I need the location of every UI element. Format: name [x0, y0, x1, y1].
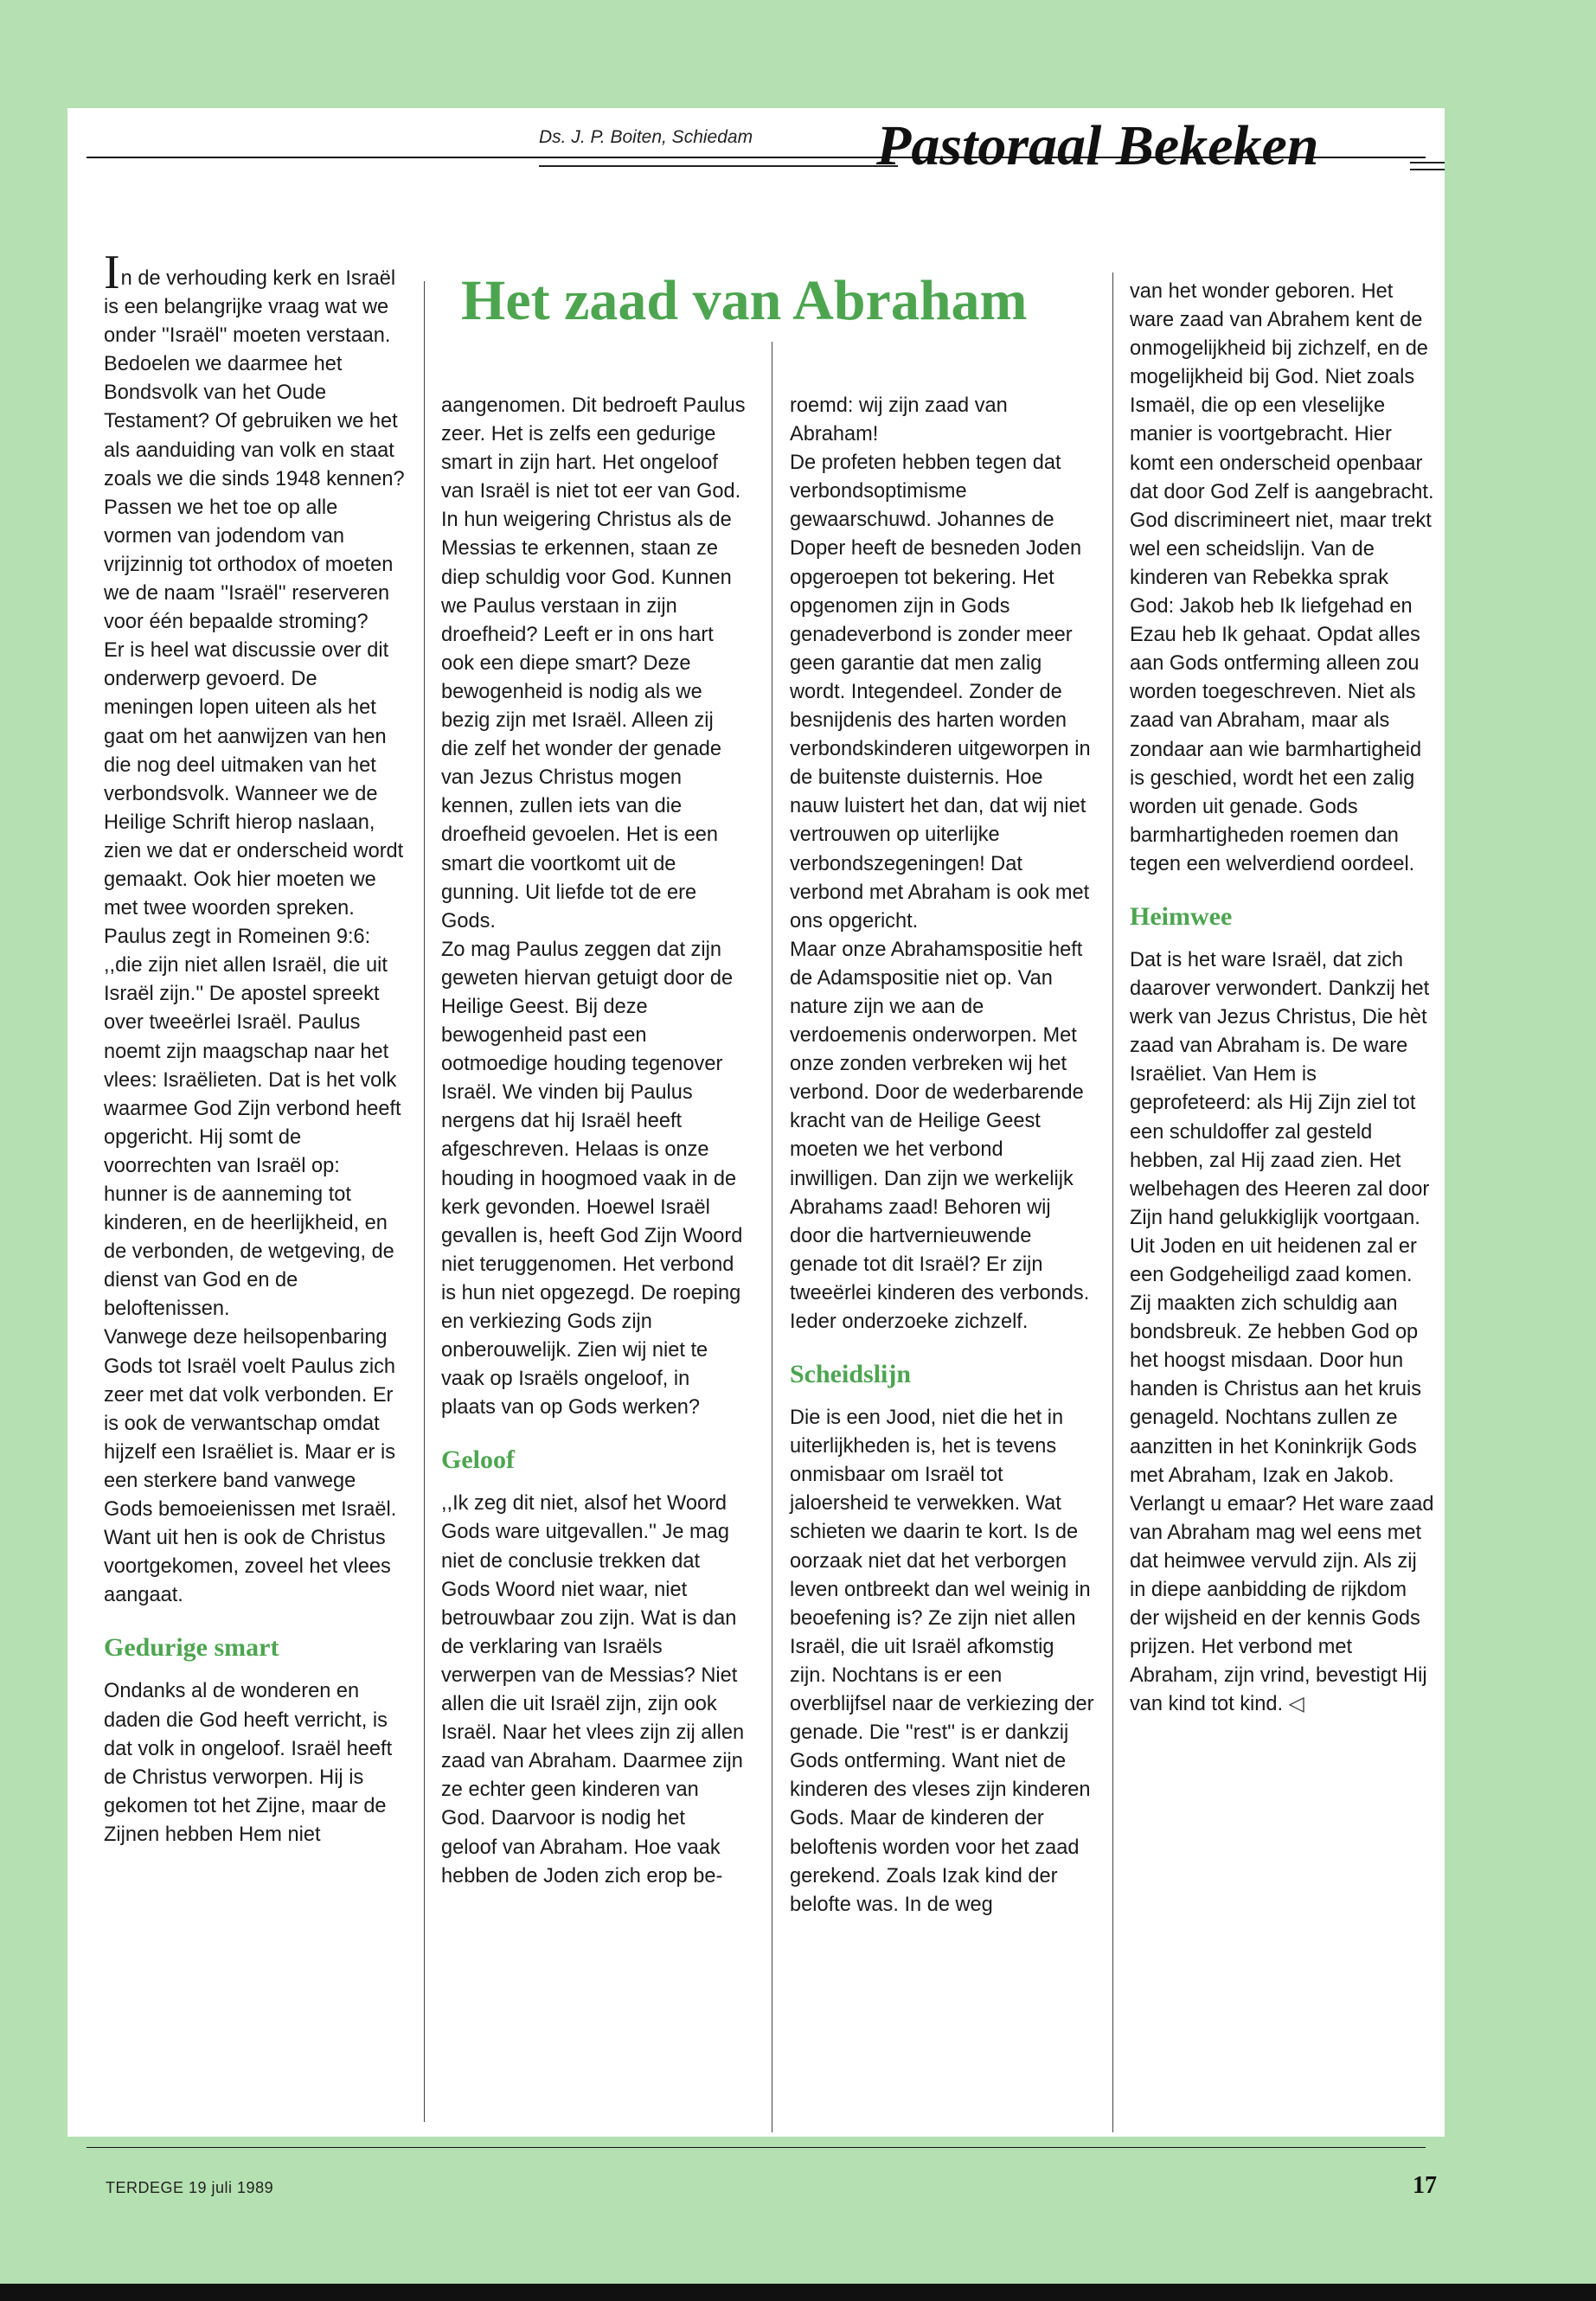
text-column-4	[1130, 278, 1434, 1720]
subheading-geloof: Geloof	[441, 1445, 515, 1475]
footer-rule	[87, 2147, 1426, 2148]
text-column-2	[441, 392, 746, 1891]
paragraph: Die is een Jood, niet die het in uiterlijkheden is, het is tevens onmisbaar om Israël tot jaloersheid te verwekken. Wat schieten we daarin te kort. Is de oorzaak niet dat het verborgen leven ontbreekt dan wel weinig in beoefening is? Ze zijn niet allen Israël, die uit Israël afkomstig zijn. Nochtans is er een overblijfsel naar de verkiezing der genade. Die ''rest'' is er dankzij Gods ontferming. Want niet de kinderen des vleses zijn kinderen Gods. Maar de kinderen der beloftenis worden voor het zaad gerekend. Zoals Izak kind der belofte was. In de weg	[790, 1407, 1094, 1916]
subheading-scheidslijn: Scheidslijn	[790, 1360, 912, 1389]
subheading-gedurige-smart: Gedurige smart	[104, 1633, 279, 1663]
article-title: Het zaad van Abraham	[461, 269, 1028, 332]
header-rule-ornament	[1410, 162, 1445, 176]
column-divider	[1112, 272, 1113, 2132]
paragraph	[104, 246, 408, 637]
section-title: Pastoraal Bekeken	[876, 114, 1319, 177]
scan-edge	[0, 2284, 1596, 2301]
paragraph: De profeten hebben tegen dat verbondsoptimisme gewaarschuwd. Johannes de Doper heeft de besneden Joden opgeroepen tot bekering. Het opgenomen zijn in Gods genadeverbond is zonder meer geen garantie dat men zalig wordt. Integendeel. Zonder de besnijdenis des harten worden verbondskinderen uitgeworpen in de buitenste duisternis. Hoe nauw luistert het dan, dat wij niet vertrouwen op uiterlijke verbondszegeningen! Dat verbond met Abraham is ook met ons opgericht.	[790, 452, 1091, 933]
text-column-1	[104, 246, 408, 1849]
author-byline: Ds. J. P. Boiten, Schiedam	[539, 127, 753, 147]
paragraph: Ondanks al de wonderen en daden die God heeft verricht, is dat volk in ongeloof. Israël heeft de Christus verworpen. Hij is gekomen tot het Zijne, maar de Zijnen hebben Hem niet	[104, 1680, 393, 1846]
paragraph: ,,Ik zeg dit niet, alsof het Woord Gods ware uitgevallen.'' Je mag niet de conclusie trekken dat Gods Woord niet waar, niet betrouwbaar zou zijn. Wat is dan de verklaring van Israëls verwerpen van de Messias? Niet allen die uit Israël zijn, zijn ook Israël. Naar het vlees zijn zij allen zaad van Abraham. Daarmee zijn ze echter geen kinderen van God. Daarvoor is nodig het geloof van Abraham. Hoe vaak hebben de Joden zich erop be-	[441, 1492, 745, 1888]
paragraph	[1130, 946, 1434, 1720]
end-mark-icon: ◁	[1288, 1693, 1304, 1716]
paragraph: Zo mag Paulus zeggen dat zijn geweten hiervan getuigt door de Heilige Geest. Bij deze bewogenheid past een ootmoedige houding tegenover Israël. We vinden bij Paulus nergens dat hij Israël heeft afgeschreven. Helaas is onze houding in hoogmoed vaak in de kerk gevonden. Hoewel Israël gevallen is, heeft God Zijn Woord niet teruggenomen. Het verbond is hun niet opgezegd. De roeping en verkiezing Gods zijn onberouwelijk. Zien wij niet te vaak op Israëls ongeloof, in plaats van op Gods werken?	[441, 938, 743, 1420]
paragraph: Vanwege deze heilsopenbaring Gods tot Israël voelt Paulus zich zeer met dat volk verbonden. Er is ook de verwantschap omdat hijzelf een Israëliet is. Maar er is een sterkere band vanwege Gods bemoeienissen met Israël. Want uit hen is ook de Christus voortgekomen, zoveel het vlees aangaat.	[104, 1326, 397, 1607]
magazine-page	[67, 108, 1445, 2199]
paragraph: aangenomen. Dit bedroeft Paulus zeer. Het is zelfs een gedurige smart in zijn hart. Het ongeloof van Israël is niet tot eer van God. In hun weigering Christus als de Messias te erkennen, staan ze diep schuldig voor God. Kunnen we Paulus verstaan in zijn droefheid? Leeft er in ons hart ook een diepe smart? Deze bewogenheid is nodig als we bezig zijn met Israël. Alleen zij die zelf het wonder der genade van Jezus Christus mogen kennen, zullen iets van die droefheid gevoelen. Het is een smart die voortkomt uit de gunning. Uit liefde tot de ere Gods.	[441, 394, 746, 933]
page-number: 17	[1413, 2172, 1437, 2199]
paragraph-text: Dat is het ware Israël, dat zich daarover verwondert. Dankzij het werk van Jezus Christus, Die hèt zaad van Abraham is. De ware Israëliet. Van Hem is geprofeteerd: als Hij Zijn ziel tot een schuldoffer zal gesteld hebben, zal Hij zaad zien. Het welbehagen des Heeren zal door Zijn hand gelukkiglijk voortgaan. Uit Joden en uit heidenen zal er een Godgeheiligd zaad komen. Zij maakten zich schuldig aan bondsbreuk. Ze hebben God op het hoogst misdaan. Door hun handen is Christus aan het kruis genageld. Nochtans zullen ze aanzitten in het Koninkrijk Gods met Abraham, Izak en Jakob. Verlangt u emaar? Het ware zaad van Abraham mag wel eens met dat heimwee vervuld zijn. Als zij in diepe aanbidding de rijkdom der wijsheid en der kennis Gods prijzen. Het verbond met Abraham, zijn vrind, bevestigt Hij van kind tot kind.	[1130, 948, 1434, 1716]
subheading-heimwee: Heimwee	[1130, 901, 1233, 931]
paragraph: Maar onze Abrahamspositie heft de Adamspositie niet op. Van nature zijn we aan de verdoemenis onderworpen. Met onze zonden verbreken wij het verbond. Door de wederbarende kracht van de Heilige Geest moeten we het verbond inwilligen. Dan zijn we werkelijk Abrahams zaad! Behoren wij door die hartvernieuwende genade tot dit Israël? Er zijn tweeërlei kinderen des verbonds. Ieder onderzoeke zichzelf.	[790, 938, 1090, 1333]
paragraph: roemd: wij zijn zaad van Abraham!	[790, 394, 1008, 446]
paragraph-text: n de verhouding kerk en Israël is een belangrijke vraag wat we onder ''Israël'' moeten verstaan. Bedoelen we daarmee het Bondsvolk van het Oude Testament? Of gebruiken we het als aanduiding van volk en staat zoals we die sinds 1948 kennen? Passen we het toe op alle vormen van jodendom van vrijzinnig tot orthodox of moeten we de naam ''Israël'' reserveren voor één bepaalde stroming?	[104, 267, 405, 634]
paragraph: Er is heel wat discussie over dit onderwerp gevoerd. De meningen lopen uiteen als het gaat om het aanwijzen van hen die nog deel uitmaken van het verbondsvolk. Wanneer we de Heilige Schrift hierop naslaan, zien we dat er onderscheid wordt gemaakt. Ook hier moeten we met twee woorden spreken. Paulus zegt in Romeinen 9:6: ,,die zijn niet allen Israël, die uit Israël zijn.'' De apostel spreekt over tweeërlei Israël. Paulus noemt zijn maagschap naar het vlees: Israëlieten. Dat is het volk waarmee God Zijn verbond heeft opgericht. Hij somt de voorrechten van Israël op: hunner is de aanneming tot kinderen, en de heerlijkheid, en de verbonden, de wetgeving, de dienst van God en de beloftenissen.	[104, 639, 404, 1321]
drop-cap: I	[104, 246, 120, 299]
byline-rule	[539, 165, 898, 167]
paragraph: van het wonder geboren. Het ware zaad van Abrahem kent de onmogelijkheid bij zichzelf, en de mogelijkheid bij God. Niet zoals Ismaël, die op een vleselijke manier is voortgebracht. Hier komt een onderscheid openbaar dat door God Zelf is aangebracht. God discrimineert niet, maar trekt wel een scheidslijn. Van de kinderen van Rebekka sprak God: Jakob heb Ik liefgehad en Ezau heb Ik gehaat. Opdat alles aan Gods ontferming alleen zou worden toegeschreven. Niet als zaad van Abraham, maar als zondaar aan wie barmhartigheid is geschied, wordt het een zalig worden uit genade. Gods barmhartigheden roemen dan tegen een welverdiend oordeel.	[1130, 280, 1434, 875]
column-divider	[424, 281, 425, 2122]
text-column-3	[790, 392, 1094, 1920]
issue-line: TERDEGE 19 juli 1989	[106, 2179, 274, 2196]
